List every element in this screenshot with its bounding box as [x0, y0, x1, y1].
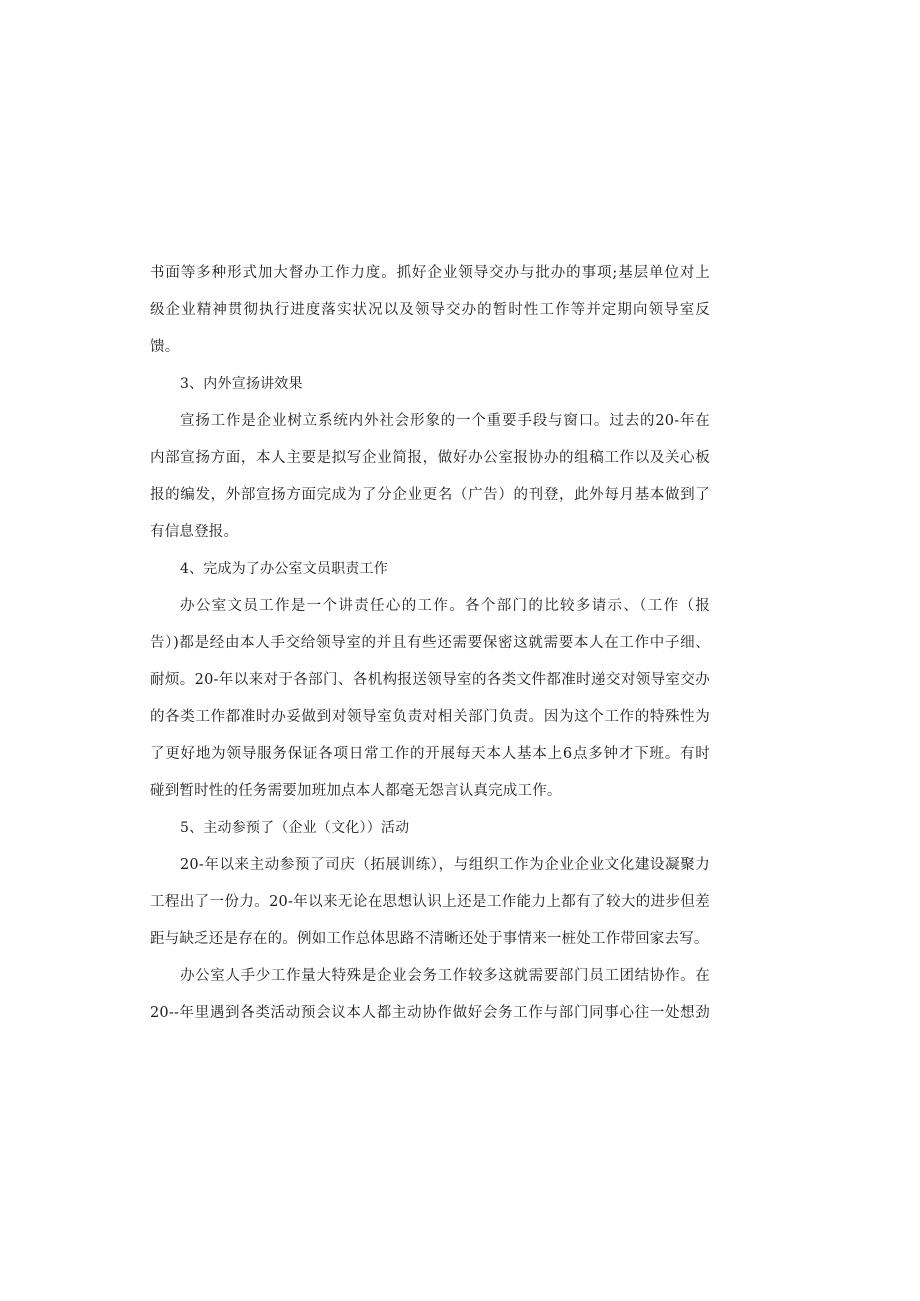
paragraph-culture [150, 847, 710, 958]
text-line: 内部宣扬方面，本人主要是拟写企业简报，做好办公室报协办的组稿工作以及关心板 [150, 450, 710, 466]
text-line: 了更好地为领导服务保证各项日常工作的开展每天本人基本上6点多钟才下班。有时 [150, 746, 710, 762]
text-line: 办公室文员工作是一个讲责任心的工作。各个部门的比较多请示、（工作（报 [180, 598, 710, 614]
document-page [150, 255, 710, 1032]
text-line: 耐烦。20-年以来对于各部门、各机构报送领导室的各类文件都准时递交对领导室交办 [150, 672, 710, 688]
text-line: 距与缺乏还是存在的。例如工作总体思路不清晰还处于事情来一桩处工作带回家去写。 [150, 931, 709, 947]
text-line: 碰到暂时性的任务需要加班加点本人都毫无怨言认真完成工作。 [150, 783, 562, 799]
text-line: 办公室人手少工作量大特殊是企业会务工作较多这就需要部门员工团结协作。在 [180, 968, 710, 984]
text-line: 工程出了一份力。20-年以来无论在思想认识上还是工作能力上都有了较大的进步但差 [150, 894, 710, 910]
text-line: 20-年以来主动参预了司庆（拓展训练），与组织工作为企业企业文化建设凝聚力 [180, 857, 710, 873]
text-line: 馈。 [150, 339, 180, 355]
text-line: 级企业精神贯彻执行进度落实状况以及领导交办的暂时性工作等并定期向领导室反 [150, 302, 710, 318]
paragraph-clerk-duties [150, 588, 710, 810]
text-line: 宣扬工作是企业树立系统内外社会形象的一个重要手段与窗口。过去的20-年在 [180, 413, 710, 429]
text-line: 的各类工作都准时办妥做到对领导室负责对相关部门负责。因为这个工作的特殊性为 [150, 709, 710, 725]
paragraph-supervision [150, 255, 710, 366]
section-heading-3: 3、内外宣扬讲效果 [180, 376, 303, 392]
text-line: 有信息登报。 [150, 524, 239, 540]
paragraph-publicity [150, 403, 710, 551]
text-line: 报的编发，外部宣扬方面完成为了分企业更名（广告）的刊登，此外每月基本做到了 [150, 487, 710, 503]
section-heading-4: 4、完成为了办公室文员职责工作 [180, 561, 388, 577]
text-line: 告）)都是经由本人手交给领导室的并且有些还需要保密这就需要本人在工作中子细、 [150, 635, 710, 651]
paragraph-teamwork [150, 958, 710, 1032]
text-line: 20--年里遇到各类活动预会议本人都主动协作做好会务工作与部门同事心往一处想劲 [150, 1005, 710, 1021]
section-heading-5: 5、主动参预了（企业（文化））活动 [180, 820, 410, 836]
text-line: 书面等多种形式加大督办工作力度。抓好企业领导交办与批办的事项;基层单位对上 [150, 265, 710, 281]
